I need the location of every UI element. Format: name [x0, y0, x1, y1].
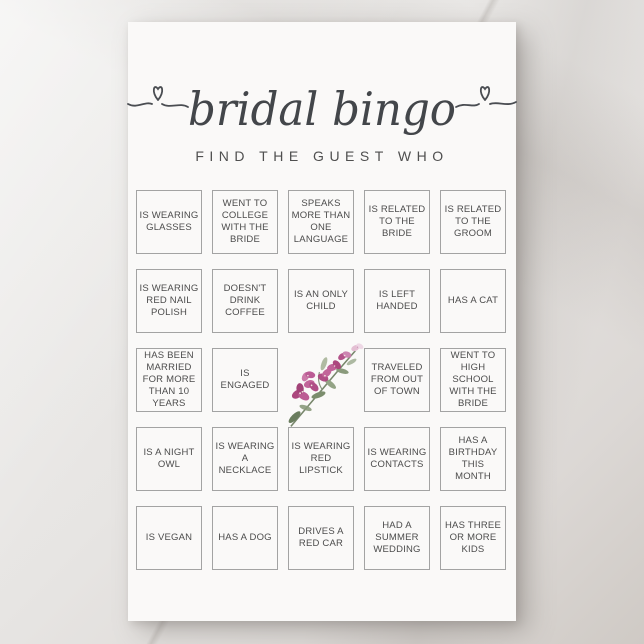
bingo-cell: SPEAKS MORE THAN ONE LANGUAGE: [288, 190, 354, 254]
heart-flourish-icon: [128, 87, 188, 107]
bingo-cell: IS VEGAN: [136, 506, 202, 570]
bingo-cell: WENT TO HIGH SCHOOL WITH THE BRIDE: [440, 348, 506, 412]
bingo-cell: DRIVES A RED CAR: [288, 506, 354, 570]
heart-flourish-icon: [456, 87, 516, 107]
bingo-cell: IS WEARING GLASSES: [136, 190, 202, 254]
bingo-cell: HAS A DOG: [212, 506, 278, 570]
bingo-card: [128, 22, 516, 621]
bingo-cell: HAD A SUMMER WEDDING: [364, 506, 430, 570]
bingo-cell: WENT TO COLLEGE WITH THE BRIDE: [212, 190, 278, 254]
bingo-cell: IS RELATED TO THE GROOM: [440, 190, 506, 254]
bingo-cell: IS WEARING RED NAIL POLISH: [136, 269, 202, 333]
bingo-cell: IS RELATED TO THE BRIDE: [364, 190, 430, 254]
bingo-cell: IS A NIGHT OWL: [136, 427, 202, 491]
bingo-cell: IS WEARING A NECKLACE: [212, 427, 278, 491]
bingo-cell: HAS BEEN MARRIED FOR MORE THAN 10 YEARS: [136, 348, 202, 412]
bougainvillea-flower-icon: [278, 338, 370, 430]
bingo-cell: IS LEFT HANDED: [364, 269, 430, 333]
card-subtitle: FIND THE GUEST WHO: [195, 148, 449, 164]
bingo-cell: HAS A BIRTHDAY THIS MONTH: [440, 427, 506, 491]
bingo-cell: HAS THREE OR MORE KIDS: [440, 506, 506, 570]
bingo-cell: IS AN ONLY CHILD: [288, 269, 354, 333]
bingo-cell: HAS A CAT: [440, 269, 506, 333]
bingo-cell: DOESN'T DRINK COFFEE: [212, 269, 278, 333]
bingo-cell: IS ENGAGED: [212, 348, 278, 412]
card-title: [128, 52, 516, 152]
bingo-cell: IS WEARING RED LIPSTICK: [288, 427, 354, 491]
bingo-cell: TRAVELED FROM OUT OF TOWN: [364, 348, 430, 412]
page-title: bridal bingo: [188, 82, 456, 136]
bingo-cell: IS WEARING CONTACTS: [364, 427, 430, 491]
